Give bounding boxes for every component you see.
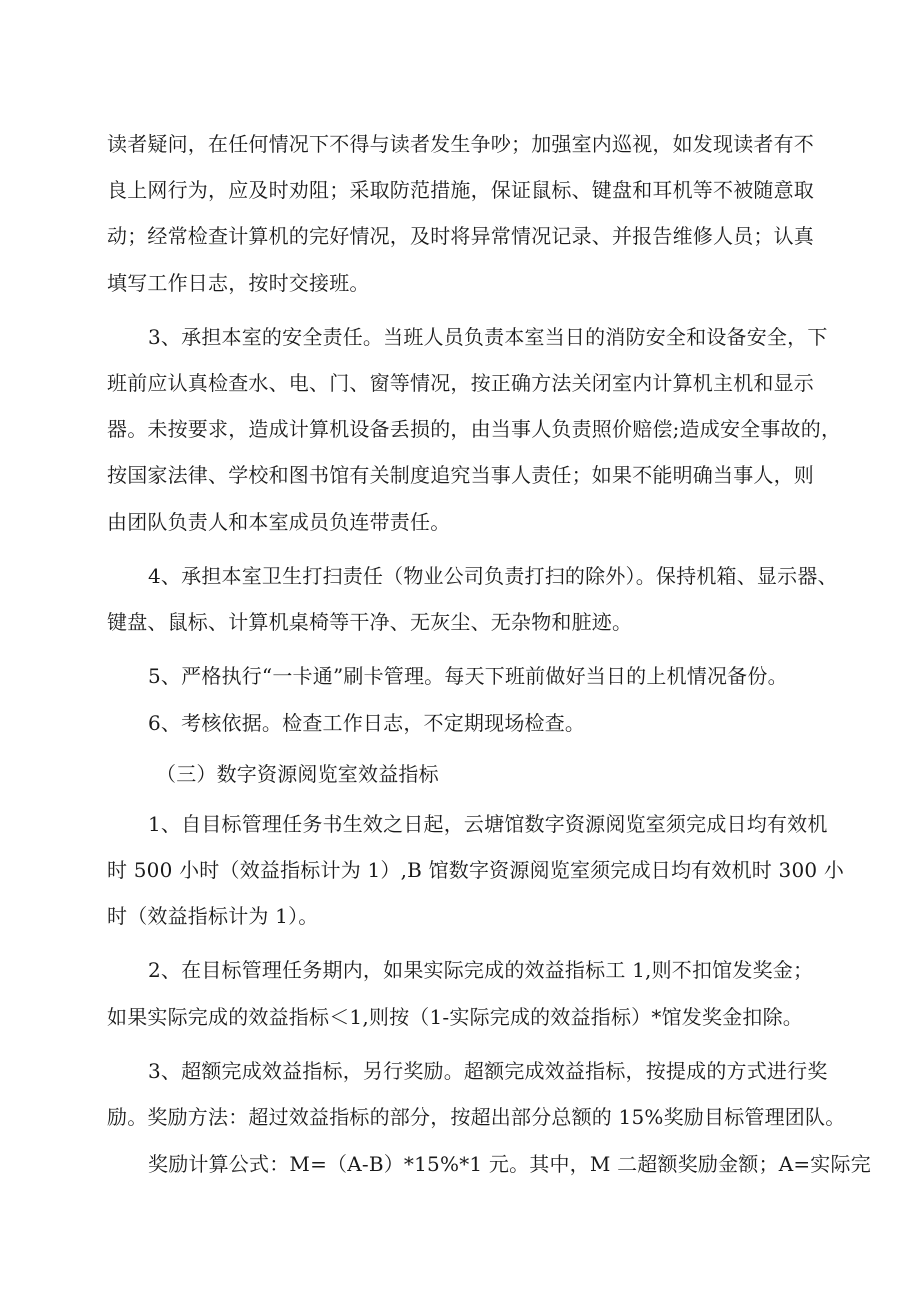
paragraph-5: 5、严格执行“一卡通”刷卡管理。每天下班前做好当日的上机情况备份。 [148, 664, 788, 688]
text-line: 良上网行为，应及时劝阻；采取防范措施，保证鼠标、键盘和耳机等不被随意取 [107, 178, 814, 202]
text-line: 时 500 小时（效益指标计为 1）,B 馆数字资源阅览室须完成日均有效机时 300 小 [107, 858, 845, 882]
paragraph-3b-start: 3、超额完成效益指标，另行奖励。超额完成效益指标，按提成的方式进行奖 [148, 1059, 828, 1083]
text-line: 按国家法律、学校和图书馆有关制度追究当事人责任；如果不能明确当事人，则 [107, 463, 814, 487]
paragraph-1-start: 1、自目标管理任务书生效之日起，云塘馆数字资源阅览室须完成日均有效机 [148, 812, 828, 836]
text-line: 由团队负责人和本室成员负连带责任。 [107, 510, 451, 534]
text-line: 时（效益指标计为 1）。 [107, 904, 319, 928]
formula-line: 奖励计算公式：M=（A-B）*15%*1 元。其中，M 二超额奖励金额；A=实际完 [148, 1152, 871, 1176]
paragraph-6: 6、考核依据。检查工作日志，不定期现场检查。 [148, 711, 586, 735]
paragraph-2-start: 2、在目标管理任务期内，如果实际完成的效益指标工 1,则不扣馆发奖金； [148, 958, 814, 982]
text-line: 班前应认真检查水、电、门、窗等情况，按正确方法关闭室内计算机主机和显示 [107, 371, 814, 395]
text-line: 键盘、鼠标、计算机桌椅等干净、无灰尘、无杂物和脏迹。 [107, 610, 633, 634]
paragraph-3-start: 3、承担本室的安全责任。当班人员负责本室当日的消防安全和设备安全，下 [148, 325, 828, 349]
paragraph-4-start: 4、承担本室卫生打扫责任（物业公司负责打扫的除外）。保持机箱、显示器、 [148, 564, 838, 588]
text-line: 填写工作日志，按时交接班。 [107, 271, 370, 295]
section-heading: （三）数字资源阅览室效益指标 [156, 762, 439, 786]
text-line: 器。未按要求，造成计算机设备丢损的，由当事人负责照价赔偿;造成安全事故的， [107, 417, 842, 441]
text-line: 励。奖励方法：超过效益指标的部分，按超出部分总额的 15%奖励目标管理团队。 [107, 1105, 846, 1129]
text-line: 如果实际完成的效益指标＜1,则按（1-实际完成的效益指标）*馆发奖金扣除。 [107, 1005, 803, 1029]
text-line: 读者疑问，在任何情况下不得与读者发生争吵；加强室内巡视，如发现读者有不 [107, 132, 814, 156]
text-line: 动；经常检查计算机的完好情况，及时将异常情况记录、并报告维修人员；认真 [107, 224, 814, 248]
